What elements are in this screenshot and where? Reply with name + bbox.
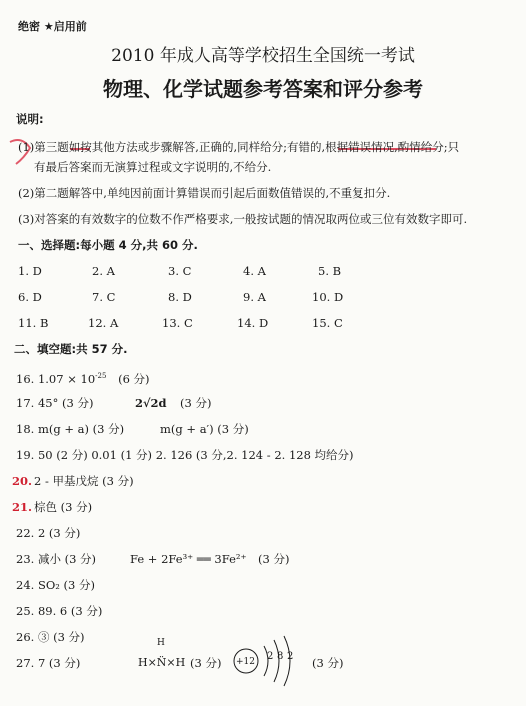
- answer-21-number: 21.: [12, 500, 33, 514]
- mc-answer: 2. A: [92, 264, 115, 278]
- mc-answer: 8. D: [168, 290, 192, 304]
- mc-answer: 3. C: [168, 264, 192, 278]
- atom-shell-1: 2: [267, 651, 274, 662]
- mc-answer: 10. D: [312, 290, 344, 304]
- answer-20-number: 20.: [12, 474, 33, 488]
- answer-17: 17. 45° (3 分): [16, 396, 94, 410]
- electron-dot-formula: H×N̈×H: [138, 656, 186, 669]
- answer-23-equation: Fe + 2Fe³⁺ ══ 3Fe²⁺: [130, 552, 247, 566]
- atom-nucleus-charge: +12: [236, 657, 255, 667]
- answer-16: [16, 369, 150, 386]
- exam-title: 2010 年成人高等学校招生全国统一考试: [111, 46, 415, 66]
- note-2: (2)第二题解答中,单纯因前面计算错误而引起后面数值错误的,不重复扣分.: [18, 186, 391, 200]
- atom-shell-3: 2: [287, 651, 294, 662]
- answer-20: 2 - 甲基戊烷 (3 分): [34, 474, 134, 488]
- answer-21: 棕色 (3 分): [34, 500, 93, 514]
- answer-25: 25. 89. 6 (3 分): [16, 604, 103, 618]
- mc-answer: 11. B: [18, 316, 49, 330]
- answer-19: 19. 50 (2 分) 0.01 (1 分) 2. 126 (3 分,2. 124 - 2. 128 均给分): [16, 448, 354, 462]
- section-2-heading: 二、填空题:共 57 分.: [14, 342, 128, 356]
- answer-key-title: 物理、化学试题参考答案和评分参考: [103, 77, 423, 101]
- atom-shell-2: 8: [277, 651, 284, 662]
- answer-27: 27. 7 (3 分): [16, 656, 81, 670]
- mc-answer: 9. A: [243, 290, 266, 304]
- answer-18-a: 18. m(g + a) (3 分): [16, 422, 125, 436]
- note-1-line-2: 有最后答案而无演算过程或文字说明的,不给分.: [34, 160, 272, 174]
- mc-answer: 13. C: [162, 316, 193, 330]
- answer-22: 22. 2 (3 分): [16, 526, 81, 540]
- answer-23-equation-score: (3 分): [258, 552, 290, 566]
- mc-answer: 12. A: [88, 316, 119, 330]
- mc-answer: 4. A: [243, 264, 266, 278]
- mc-answer: 14. D: [237, 316, 269, 330]
- answer-17-length-score: (3 分): [180, 396, 212, 410]
- answer-16-score: (6 分): [118, 371, 150, 386]
- answer-18-b: m(g + a′) (3 分): [160, 422, 249, 436]
- formula-top-hydrogen: H: [157, 638, 165, 648]
- answer-23: 23. 减小 (3 分): [16, 552, 97, 566]
- note-1-line-1: (1)第三题如按其他方法或步骤解答,正确的,同样给分;有错的,根据错误情况,酌情给分;只: [18, 140, 460, 154]
- answer-17-length: 2√2d: [135, 396, 167, 410]
- mc-answer: 7. C: [92, 290, 116, 304]
- answer-26: 26. ③ (3 分): [16, 630, 85, 644]
- atom-diagram-score: (3 分): [312, 656, 344, 670]
- electron-dot-formula-score: (3 分): [190, 656, 222, 670]
- mc-answer: 15. C: [312, 316, 343, 330]
- answer-16-exponent: -25: [95, 372, 107, 380]
- section-1-heading: 一、选择题:每小题 4 分,共 60 分.: [18, 238, 198, 252]
- note-3: (3)对答案的有效数字的位数不作严格要求,一般按试题的情况取两位或三位有效数字即可.: [18, 212, 468, 226]
- mc-answer: 1. D: [18, 264, 42, 278]
- secret-header: 绝密 ★启用前: [18, 20, 87, 33]
- mc-answer: 5. B: [318, 264, 342, 278]
- answer-16-value: 16. 1.07 × 10: [16, 371, 96, 386]
- notes-heading: 说明:: [16, 112, 44, 126]
- answer-24: 24. SO₂ (3 分): [16, 578, 95, 592]
- mc-answer: 6. D: [18, 290, 42, 304]
